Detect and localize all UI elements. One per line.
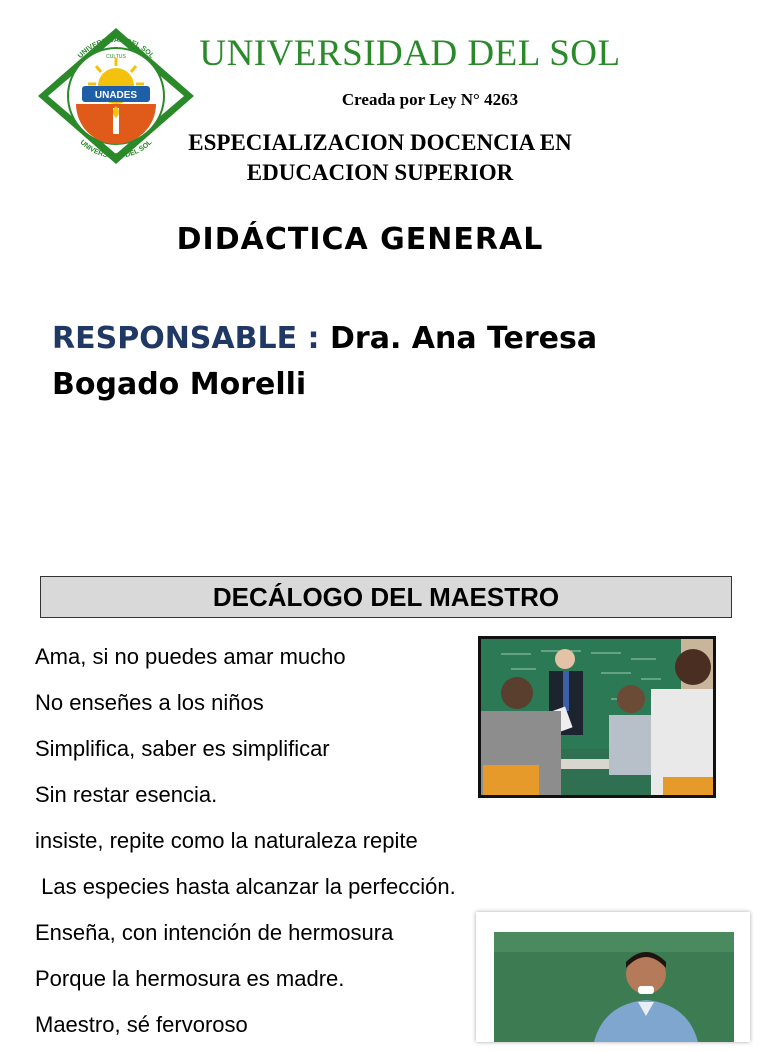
decalogo-title: DECÁLOGO DEL MAESTRO — [212, 581, 560, 612]
program-line-1: ESPECIALIZACION DOCENCIA EN — [188, 130, 572, 155]
decalogo-title-box — [40, 576, 732, 618]
program-line-2: EDUCACION SUPERIOR — [246, 160, 514, 185]
decalogo-line: Las especies hasta alcanzar la perfección. — [35, 874, 456, 899]
logo-bottom-text: UNIVERSIDAD DEL SOL — [78, 139, 154, 161]
university-title: UNIVERSIDAD DEL SOL — [199, 33, 621, 74]
teacher-photo — [494, 932, 734, 1042]
responsible-block — [52, 316, 692, 408]
classroom-photo — [478, 636, 716, 798]
logo-top-text: UNIVERSIDAD DEL SOL — [76, 36, 156, 60]
decalogo-line: insiste, repite como la naturaleza repite — [35, 828, 418, 853]
decalogo-line: Maestro, sé fervoroso — [35, 1012, 248, 1037]
decalogo-line: Sin restar esencia. — [35, 782, 218, 807]
responsible-label: RESPONSABLE : — [52, 321, 320, 356]
program-title — [140, 128, 620, 188]
responsible-name-part1: Dra. Ana Teresa — [330, 321, 598, 356]
creation-law: Creada por Ley N° 4263 — [341, 90, 519, 109]
decalogo-line: Ama, si no puedes amar mucho — [35, 644, 346, 669]
course-title: DIDÁCTICA GENERAL — [176, 222, 544, 257]
decalogo-line: No enseñes a los niños — [35, 690, 264, 715]
logo-small-text: CULTUS — [106, 54, 126, 60]
classroom-illustration — [481, 639, 713, 795]
responsible-name-part2: Bogado Morelli — [52, 367, 307, 402]
decalogo-line: Enseña, con intención de hermosura — [35, 920, 394, 945]
decalogo-line: Simplifica, saber es simplificar — [35, 736, 330, 761]
logo-acronym: UNADES — [94, 90, 138, 101]
decalogo-line: Porque la hermosura es madre. — [35, 966, 345, 991]
teacher-illustration — [494, 932, 734, 1042]
